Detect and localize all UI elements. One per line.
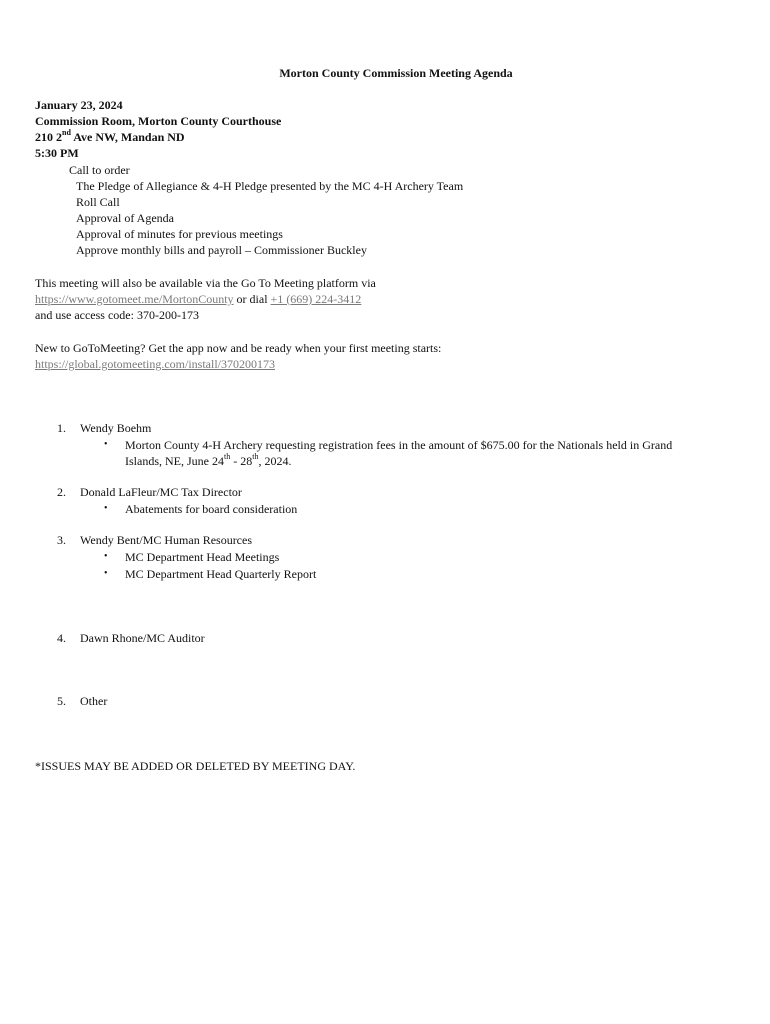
meeting-address: 210 2nd Ave NW, Mandan ND — [35, 128, 185, 144]
page-title: Morton County Commission Meeting Agenda — [279, 66, 513, 80]
opening-item-approval-minutes: Approval of minutes for previous meetings — [76, 227, 283, 241]
bullet-icon: • — [104, 439, 108, 450]
access-code: and use access code: 370-200-173 — [35, 308, 199, 322]
dial-text: or dial — [233, 292, 271, 306]
item-number: 1. — [57, 421, 66, 435]
phone-link[interactable]: +1 (669) 224-3412 — [270, 292, 362, 306]
agenda-subitem: Morton County 4-H Archery requesting registration fees in the amount of $675.00 for the Nationals held in Grand — [125, 438, 673, 452]
item-number: 2. — [57, 485, 66, 499]
app-link-line — [35, 356, 275, 372]
item-number: 4. — [57, 631, 66, 645]
agenda-item-name: Wendy Boehm — [80, 421, 152, 435]
remote-link-line — [35, 291, 361, 307]
agenda-item-name: Wendy Bent/MC Human Resources — [80, 533, 253, 547]
agenda-subitem: MC Department Head Quarterly Report — [125, 567, 317, 581]
opening-item-approval-agenda: Approval of Agenda — [76, 211, 174, 225]
item-number: 5. — [57, 694, 66, 708]
opening-item-pledge: The Pledge of Allegiance & 4-H Pledge presented by the MC 4-H Archery Team — [76, 179, 464, 193]
agenda-subitem: Abatements for board consideration — [125, 502, 298, 516]
opening-item-call-to-order: Call to order — [69, 163, 130, 177]
meeting-date: January 23, 2024 — [35, 98, 123, 112]
opening-item-monthly-bills: Approve monthly bills and payroll – Commissioner Buckley — [76, 243, 367, 257]
meeting-time: 5:30 PM — [35, 146, 79, 160]
agenda-subitem: MC Department Head Meetings — [125, 550, 280, 564]
bullet-icon: • — [104, 551, 108, 562]
meeting-location: Commission Room, Morton County Courthouse — [35, 114, 282, 128]
agenda-item-name: Donald LaFleur/MC Tax Director — [80, 485, 242, 499]
agenda-item-name: Other — [80, 694, 108, 708]
gotomeeting-link[interactable]: https://www.gotomeet.me/MortonCounty — [35, 292, 234, 306]
agenda-item-name: Dawn Rhone/MC Auditor — [80, 631, 205, 645]
agenda-subitem-continuation: Islands, NE, June 24th - 28th, 2024. — [125, 452, 292, 468]
app-text: New to GoToMeeting? Get the app now and be ready when your first meeting starts: — [35, 341, 442, 355]
remote-intro: This meeting will also be available via the Go To Meeting platform via — [35, 276, 376, 290]
install-link[interactable]: https://global.gotomeeting.com/install/370200173 — [35, 357, 275, 371]
bullet-icon: • — [104, 503, 108, 514]
item-number: 3. — [57, 533, 66, 547]
footer-note: *ISSUES MAY BE ADDED OR DELETED BY MEETING DAY. — [35, 759, 356, 773]
bullet-icon: • — [104, 568, 108, 579]
opening-item-roll-call: Roll Call — [76, 195, 120, 209]
